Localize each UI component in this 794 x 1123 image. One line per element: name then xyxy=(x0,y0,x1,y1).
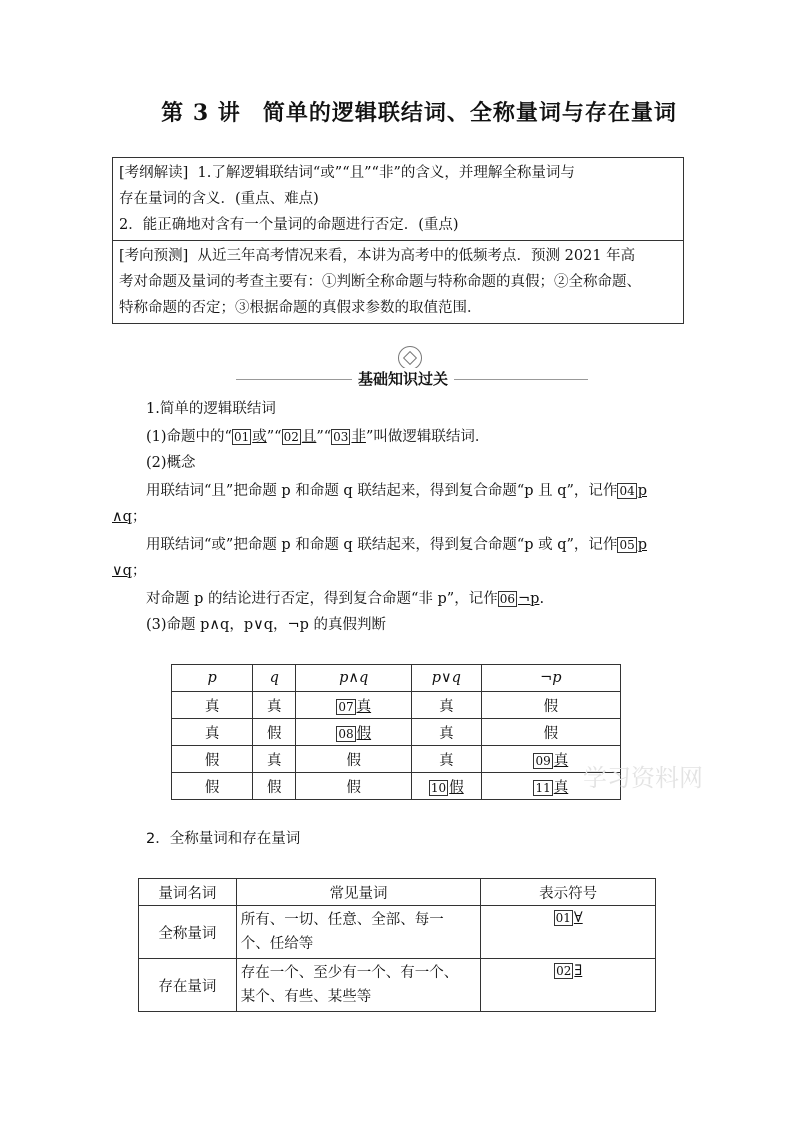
truth-table-cell: 真 xyxy=(172,692,253,719)
answer: 真 xyxy=(356,698,372,715)
quantifier-table xyxy=(138,878,656,1012)
page-title xyxy=(0,96,794,127)
not-definition xyxy=(146,588,544,610)
truth-table-header: p∧q xyxy=(296,665,412,692)
syllabus-tag: [考纲解读] xyxy=(119,165,189,181)
truth-table-cell: 真 xyxy=(411,719,481,746)
truth-table-cell: 假 xyxy=(172,773,253,800)
answer: p xyxy=(637,537,648,553)
forecast-line: 从近三年高考情况来看，本讲为高考中的低频考点．预测 2021 年高 xyxy=(197,248,636,264)
or-definition-cont xyxy=(112,560,146,582)
truth-table-row xyxy=(172,746,621,773)
s1-line1 xyxy=(146,426,489,448)
answer: ∀ xyxy=(573,910,583,926)
blank-number: 06 xyxy=(499,592,515,606)
text: 所有、一切、任意、全部、每一 xyxy=(240,912,444,928)
truth-table-header: p∨q xyxy=(411,665,481,692)
truth-table-row xyxy=(172,719,621,746)
summary-box xyxy=(112,157,684,324)
text: 存在一个、至少有一个、有一个、 xyxy=(240,965,459,981)
answer: ¬p xyxy=(518,591,540,607)
and-definition-cont xyxy=(112,506,146,528)
forecast-line: 特称命题的否定；③根据命题的真假求参数的取值范围． xyxy=(119,300,482,316)
answer: 或 xyxy=(252,429,267,445)
blank-number: 02 xyxy=(556,964,572,978)
syllabus-line: 存在量词的含义．(重点、难点) xyxy=(119,191,319,207)
truth-table-cell: 真 xyxy=(411,746,481,773)
forecast-section xyxy=(113,240,683,323)
text: ”“ xyxy=(266,429,282,445)
or-definition xyxy=(146,534,686,556)
answer: 真 xyxy=(553,752,569,769)
quantifier-table-row xyxy=(139,906,656,959)
section-header xyxy=(236,344,588,404)
truth-table-cell: 假 xyxy=(253,719,296,746)
truth-table-cell: 真 xyxy=(172,719,253,746)
truth-table-cell: 假 xyxy=(253,773,296,800)
truth-table-cell xyxy=(296,719,412,746)
text: 对命题 p 的结论进行否定，得到复合命题“非 p”，记作 xyxy=(146,591,498,607)
blank-number: 10 xyxy=(430,780,447,795)
quantifier-table-header-row xyxy=(139,879,656,906)
truth-table-cell xyxy=(296,692,412,719)
quantifier-name: 存在量词 xyxy=(139,959,237,1012)
truth-table-header-row xyxy=(172,665,621,692)
quantifier-table-row xyxy=(139,959,656,1012)
truth-table-header: q xyxy=(253,665,296,692)
syllabus-line: 2．能正确地对含有一个量词的命题进行否定．(重点) xyxy=(119,217,459,233)
text: ； xyxy=(131,563,147,579)
blank-number: 03 xyxy=(333,430,349,444)
blank-number: 01 xyxy=(233,430,250,444)
answer: ∨q xyxy=(112,563,132,579)
s2-heading: 2．全称量词和存在量词 xyxy=(146,831,301,847)
text: 用联结词“且”把命题 p 和命题 q 联结起来，得到复合命题“p 且 q”，记作 xyxy=(146,483,618,499)
text: 用联结词“或”把命题 p 和命题 q 联结起来，得到复合命题“p 或 q”，记作 xyxy=(146,537,618,553)
quantifier-table-header: 量词名词 xyxy=(139,879,237,906)
answer: 且 xyxy=(301,429,317,445)
answer: ∧q xyxy=(112,509,132,525)
forecast-line: 考对命题及量词的考查主要有：①判断全称命题与特称命题的真假；②全称命题、 xyxy=(119,274,641,290)
and-definition xyxy=(146,480,686,502)
truth-table xyxy=(171,664,621,800)
quantifier-symbol xyxy=(481,906,656,959)
section-header-text: 基础知识过关 xyxy=(352,368,454,389)
lecture-number: 第 3 讲 xyxy=(161,100,241,126)
syllabus-section xyxy=(113,158,683,240)
common-quantifiers xyxy=(236,906,481,959)
blank-number: 08 xyxy=(338,726,354,741)
truth-table-cell: 假 xyxy=(172,746,253,773)
common-quantifiers xyxy=(236,959,481,1012)
blank-number: 09 xyxy=(535,753,551,768)
quantifier-table-header: 表示符号 xyxy=(481,879,656,906)
blank-number: 11 xyxy=(535,780,551,795)
text: ”“ xyxy=(316,429,332,445)
truth-table-cell: 假 xyxy=(481,719,620,746)
truth-table-cell: 真 xyxy=(411,692,481,719)
syllabus-line: 1.了解逻辑联结词“或”“且”“非”的含义，并理解全称量词与 xyxy=(197,165,575,181)
lecture-name: 简单的逻辑联结词、全称量词与存在量词 xyxy=(262,100,677,126)
answer: ∃ xyxy=(574,963,583,979)
text: ； xyxy=(131,509,147,525)
truth-table-cell: 假 xyxy=(296,773,412,800)
s1-heading: 1.简单的逻辑联结词 xyxy=(146,401,276,417)
text: 某个、有些、某些等 xyxy=(240,989,372,1005)
text: ”叫做逻辑联结词． xyxy=(365,429,490,445)
leaf-icon xyxy=(398,346,422,370)
blank-number: 05 xyxy=(619,538,635,552)
truth-table-cell: 假 xyxy=(481,692,620,719)
answer: 真 xyxy=(553,779,569,796)
s1-line2: (2)概念 xyxy=(146,455,196,471)
quantifier-table-header: 常见量词 xyxy=(236,879,481,906)
text: (1)命题中的“ xyxy=(146,429,232,445)
blank-number: 07 xyxy=(338,699,354,714)
answer: 假 xyxy=(449,779,464,796)
truth-table-header: p xyxy=(172,665,253,692)
s1-line3: (3)命题 p∧q，p∨q，¬p 的真假判断 xyxy=(146,617,387,633)
truth-table-row xyxy=(172,692,621,719)
truth-table-cell xyxy=(411,773,481,800)
answer: 假 xyxy=(356,725,372,742)
blank-number: 02 xyxy=(283,430,299,444)
answer: 非 xyxy=(351,429,366,445)
truth-table-header: ¬p xyxy=(481,665,620,692)
blank-number: 01 xyxy=(555,911,571,925)
text: . xyxy=(539,591,545,607)
text: 个、任给等 xyxy=(240,936,314,952)
quantifier-name: 全称量词 xyxy=(139,906,237,959)
quantifier-symbol xyxy=(481,959,656,1012)
watermark: 学习资料网 xyxy=(583,764,703,792)
truth-table-cell: 假 xyxy=(296,746,412,773)
truth-table-cell: 真 xyxy=(253,692,296,719)
truth-table-cell: 真 xyxy=(253,746,296,773)
truth-table-row xyxy=(172,773,621,800)
forecast-tag: [考向预测] xyxy=(119,248,189,264)
blank-number: 04 xyxy=(619,484,635,498)
answer: p xyxy=(637,483,648,499)
